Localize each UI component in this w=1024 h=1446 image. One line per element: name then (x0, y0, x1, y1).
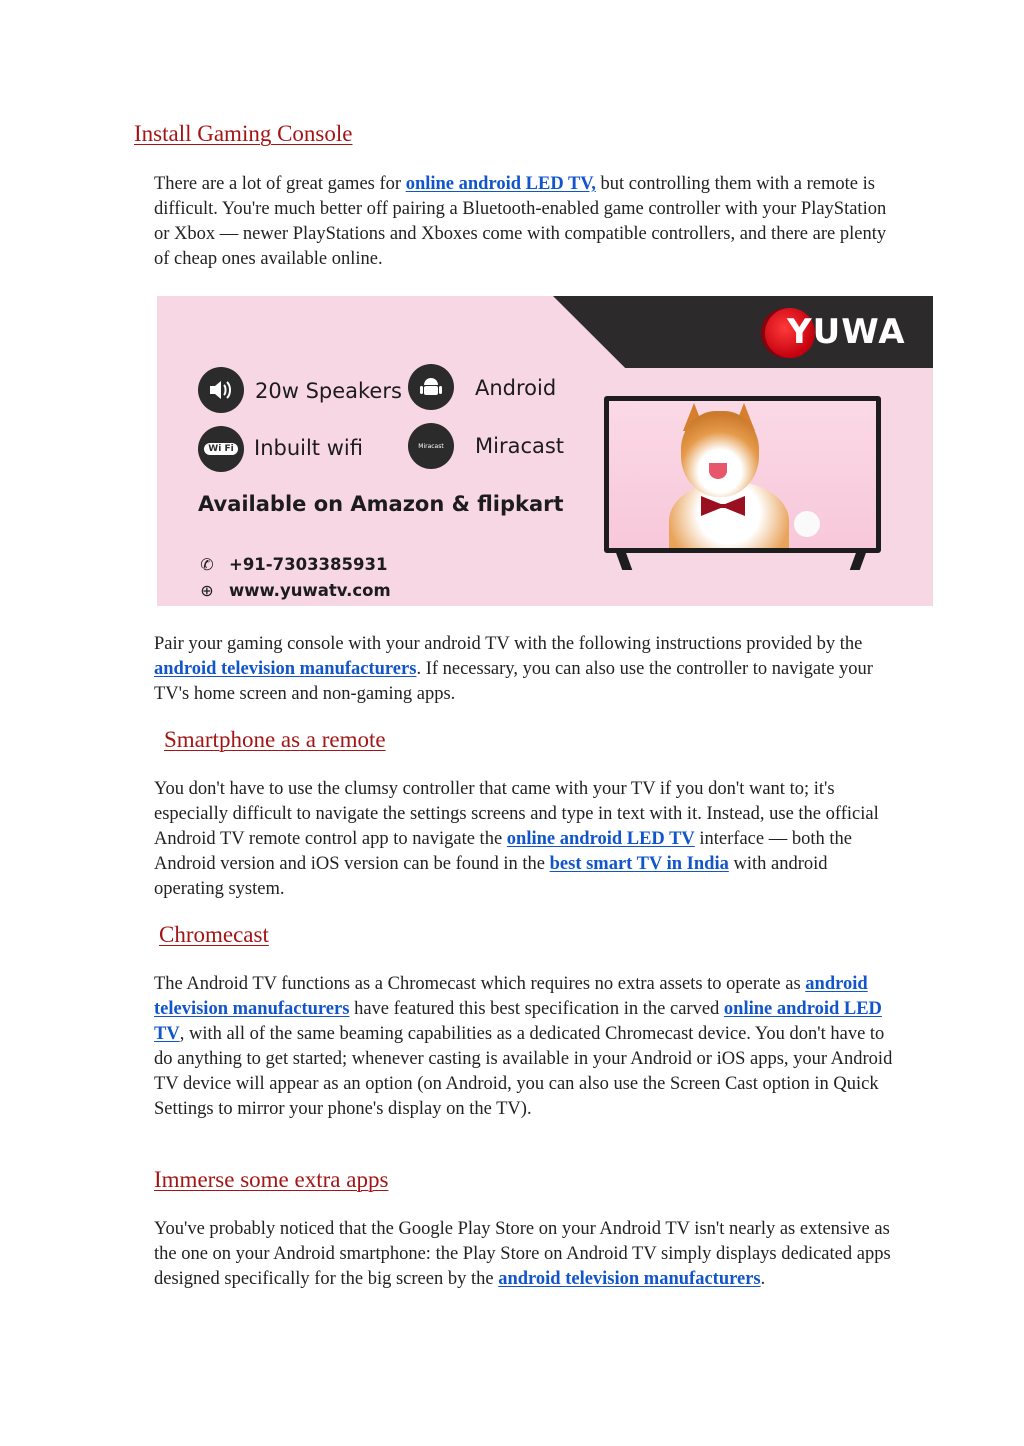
link-android-television-manufacturers[interactable]: android television manufacturers (154, 659, 417, 679)
dog-head (681, 411, 759, 497)
heading-install-gaming-console: Install Gaming Console (134, 121, 353, 146)
link-best-smart-tv-india[interactable]: best smart TV in India (549, 854, 729, 874)
paragraph-chromecast: The Android TV functions as a Chromecast which requires no extra assets to operate as android television manufacturers have featured this best specification in the carved online android LED TV, with all of the same beaming capabilities as a dedicated Chromecast device. You don't have to do anything to get started; whenever casting is available in your Android or iOS apps, your Android TV device will appear as an option (on Android, you can also use the Screen Cast option in Quick Settings to mirror your phone's display on the TV). (154, 974, 893, 1119)
android-icon (408, 364, 454, 410)
feature-wifi-label: Inbuilt wifi (254, 436, 363, 460)
link-android-television-manufacturers[interactable]: android television manufacturers (154, 974, 868, 1019)
link-online-android-led-tv[interactable]: online android LED TV (506, 829, 695, 849)
phone-icon: ✆ (200, 555, 214, 574)
paragraph-extra-apps: You've probably noticed that the Google Play Store on your Android TV isn't nearly as extensive as the one on your Android smartphone: the Play Store on Android TV simply displays dedicated apps designed specifically for the big screen by the android television manufacturers. (154, 1219, 891, 1289)
wifi-badge: Wi Fi (204, 443, 237, 455)
tv-image (604, 396, 881, 553)
tv-stand-right (850, 552, 867, 570)
feature-speakers-label: 20w Speakers (255, 379, 402, 403)
paragraph-smartphone: You don't have to use the clumsy controller that came with your TV if you don't want to; it's especially difficult to navigate the settings screens and type in text with it. Instead, use the official Android TV remote control app to navigate the online android LED TV interface — both the Android version and iOS version can be found in the best smart TV in India with android operating system. (154, 779, 879, 899)
paragraph-pair-console: Pair your gaming console with your android TV with the following instructions provided by the android television manufacturers. If necessary, you can also use the controller to navigate your TV's home screen and non-gaming apps. (154, 634, 873, 704)
website-url: www.yuwatv.com (229, 581, 391, 600)
feature-android-label: Android (475, 376, 557, 400)
globe-icon: ⊕ (200, 581, 214, 600)
miracast-badge: Miracast (418, 442, 444, 450)
dog-paw (794, 511, 820, 537)
phone-number: +91-7303385931 (229, 555, 388, 574)
heading-smartphone-remote: Smartphone as a remote (164, 727, 386, 752)
heading-immerse-extra-apps: Immerse some extra apps (154, 1167, 389, 1192)
link-android-television-manufacturers[interactable]: android television manufacturers (498, 1269, 761, 1289)
paragraph-install-intro: There are a lot of great games for online android LED TV, but controlling them with a remote is difficult. You're much better off pairing a Bluetooth-enabled game controller with your PlayStation or Xbox — newer PlayStations and Xboxes come with compatible controllers, and there are plenty of cheap ones available online. (154, 174, 887, 269)
wifi-icon (198, 426, 244, 472)
link-online-android-led-tv[interactable]: online android LED TV (154, 999, 882, 1044)
speaker-icon (198, 367, 244, 413)
heading-chromecast: Chromecast (159, 922, 269, 947)
miracast-icon (408, 423, 454, 469)
feature-miracast-label: Miracast (475, 434, 565, 458)
dog-tongue (709, 463, 727, 479)
link-online-android-led-tv[interactable]: online android LED TV, (405, 174, 596, 194)
yuwa-logo-text: YUWA (787, 312, 906, 352)
availability-text: Available on Amazon & flipkart (198, 492, 564, 516)
yuwa-promo-banner (157, 296, 933, 606)
tv-stand-left (616, 552, 633, 570)
tv-screen (609, 401, 876, 548)
